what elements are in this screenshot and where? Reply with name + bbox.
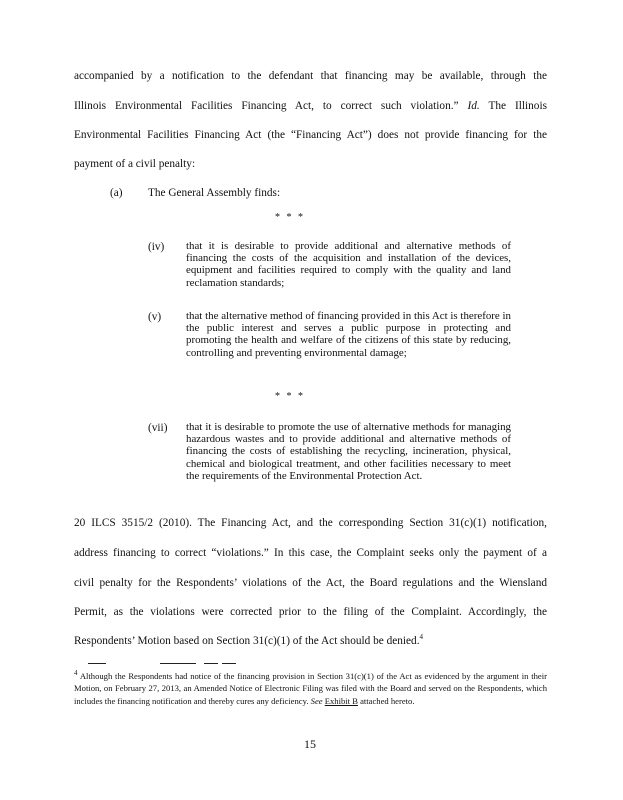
exhibit-b-reference: Exhibit B — [324, 695, 358, 706]
footnote-marker: 4 — [74, 669, 78, 678]
id-citation: Id. — [467, 100, 480, 112]
footnote-rule-segment — [88, 663, 106, 664]
quote-a-text: The General Assembly finds: — [148, 187, 281, 199]
item-iv-text: that it is desirable to provide additional and alternative methods of financing the costs of the acquisition and installation of the devices, equipment and facilities required to comply with the quality and land reclamation standards; — [186, 240, 511, 289]
paragraph-1-line-2-end: The Illinois — [488, 100, 547, 112]
footnote-rule-segment — [160, 663, 196, 664]
quote-a-label: (a) — [110, 187, 123, 199]
paragraph-1-line-2-text: Illinois Environmental Facilities Financing Act, to correct such violation.” — [74, 100, 459, 112]
paragraph-2-line-3: civil penalty for the Respondents’ violations of the Act, the Board regulations and the Wiensland — [74, 577, 547, 589]
footnote-4 — [74, 670, 547, 707]
paragraph-2-line-4: Permit, as the violations were corrected prior to the filing of the Complaint. Accordingly, the — [74, 606, 547, 618]
footnote-rule-segment — [222, 663, 236, 664]
item-v-number: (v) — [148, 311, 162, 323]
ellipsis-stars-2: * * * — [275, 391, 305, 402]
page-number: 15 — [304, 737, 316, 751]
footnote-tail: attached hereto. — [360, 695, 415, 706]
paragraph-2-line-5 — [74, 634, 547, 648]
ellipsis-stars-1: * * * — [275, 212, 305, 223]
paragraph-1-line-2 — [74, 99, 547, 113]
paragraph-2-line-2: address financing to correct “violations.” In this case, the Complaint seeks only the payment of a — [74, 547, 547, 559]
paragraph-1-line-1: accompanied by a notification to the defendant that financing may be available, through the — [74, 70, 547, 82]
paragraph-1-line-3: Environmental Facilities Financing Act (the “Financing Act”) does not provide financing for the — [74, 129, 547, 141]
footnote-reference: 4 — [419, 633, 424, 642]
item-vii-text: that it is desirable to promote the use of alternative methods for managing hazardous wastes and to provide additional and alternative methods of financing the costs of establishing the recycling, incineration, physical, chemical and biological treatment, and other facilities necessary to meet the requirements of the Environmental Protection Act. — [186, 421, 511, 482]
footnote-text: Although the Respondents had notice of the financing provision in Section 31(c)(1) of the Act as evidenced by the argument in their Motion, on February 27, 2013, an Amended Notice of Electronic Filing was filed with the Board and served on the Respondents, which includes the financing notification and thereby cures any deficiency. — [74, 671, 547, 706]
paragraph-2-line-5-text: Respondents’ Motion based on Section 31(c)(1) of the Act should be denied. — [74, 635, 420, 647]
item-vii-number: (vii) — [148, 422, 168, 434]
footnote-see: See — [310, 695, 323, 706]
paragraph-1-line-4: payment of a civil penalty: — [74, 158, 196, 170]
item-iv-number: (iv) — [148, 241, 165, 253]
item-v-text: that the alternative method of financing provided in this Act is therefore in the public interest and serves a public purpose in protecting and promoting the health and welfare of the citizens of this state by reducing, controlling and preventing environmental damage; — [186, 310, 511, 359]
footnote-rule-segment — [204, 663, 218, 664]
paragraph-2-line-1: 20 ILCS 3515/2 (2010). The Financing Act, and the corresponding Section 31(c)(1) notification, — [74, 517, 547, 529]
